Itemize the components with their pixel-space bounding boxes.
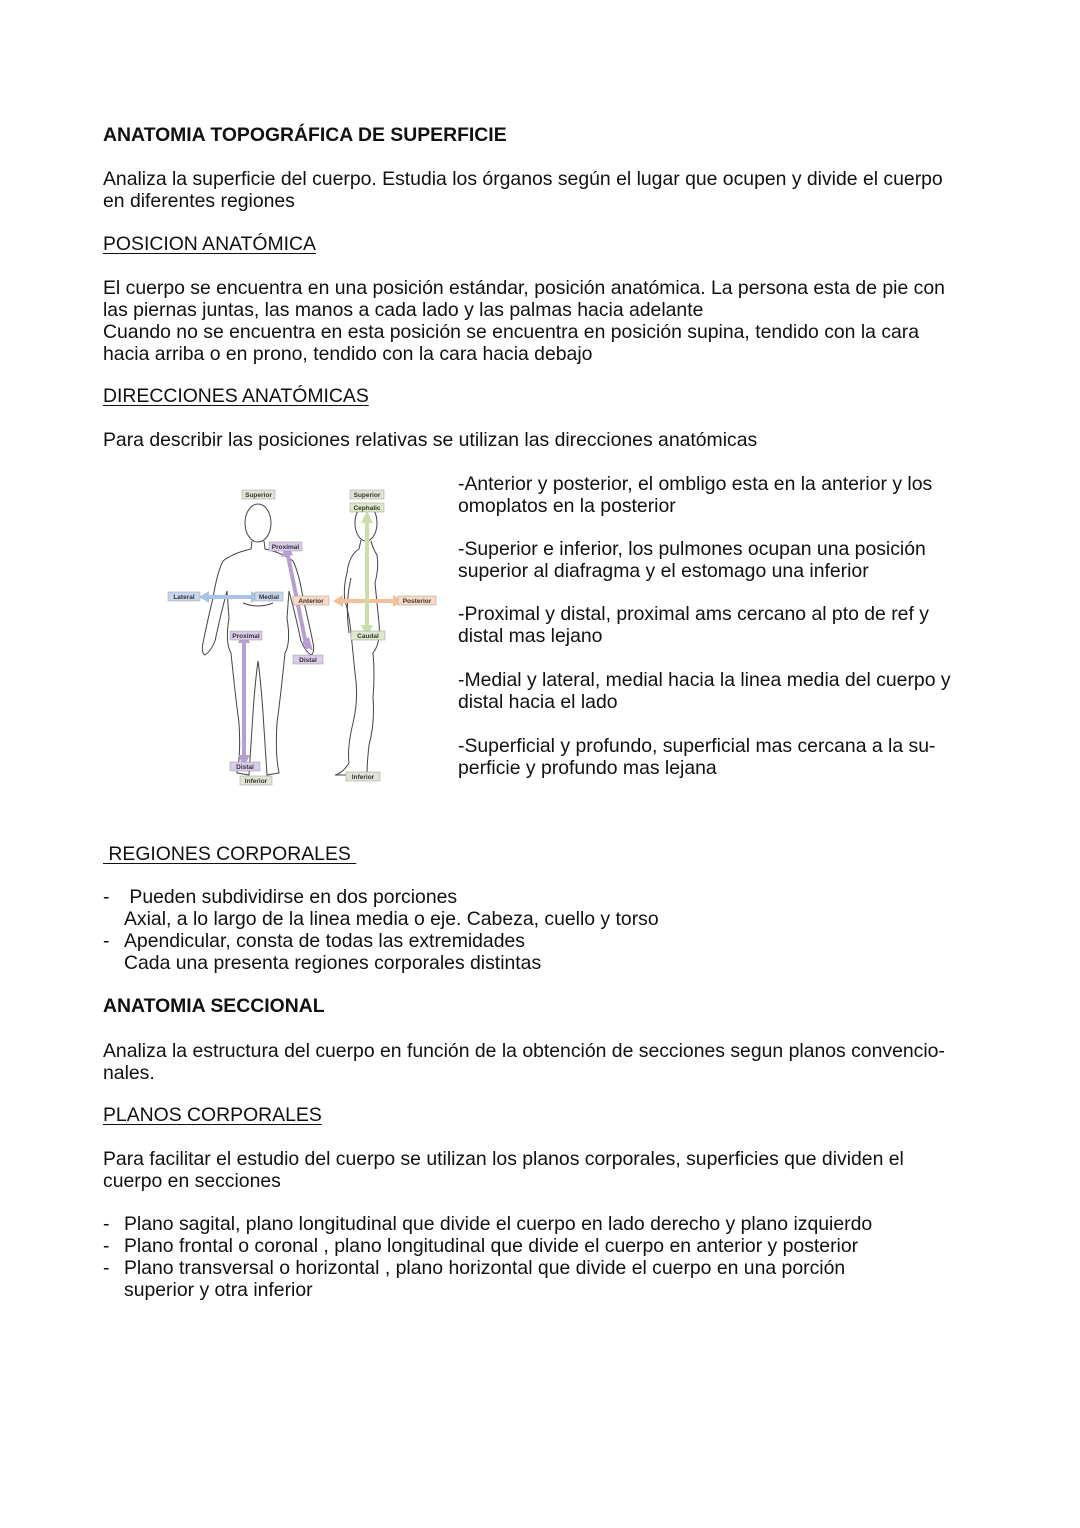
list-item: superior y otra inferior bbox=[124, 1279, 313, 1301]
anatomical-directions-figure bbox=[163, 483, 443, 793]
posicion-paragraph: El cuerpo se encuentra en una posición estándar, posición anatómica. La persona esta de pie con las piernas juntas, las manos a cada lado y las palmas hacia adelante Cuando no se encuentra en esta posición se encuentra en posición supina, tendido con la cara hacia arriba o en prono, tendido con la cara hacia debajo bbox=[103, 277, 945, 365]
label-caudal: Caudal bbox=[357, 633, 379, 640]
label-superior-side: Superior bbox=[353, 492, 381, 499]
figure-labels bbox=[168, 490, 436, 785]
seccional-paragraph: Analiza la estructura del cuerpo en función de la obtención de secciones segun planos convencio- nales. bbox=[103, 1040, 945, 1084]
green-arrows bbox=[361, 511, 373, 637]
label-proximal-leg: Proximal bbox=[232, 633, 260, 640]
direction-item-proximal-distal: -Proximal y distal, proximal ams cercano al pto de ref y distal mas lejano bbox=[458, 603, 929, 647]
label-inferior-front: Inferior bbox=[244, 778, 268, 785]
list-item: - Plano transversal o horizontal , plano horizontal que divide el cuerpo en una porción bbox=[103, 1257, 846, 1279]
label-superior-front: Superior bbox=[245, 492, 272, 499]
list-item: - Apendicular, consta de todas las extremidades bbox=[103, 930, 525, 952]
page-title: ANATOMIA TOPOGRÁFICA DE SUPERFICIE bbox=[103, 124, 507, 146]
section-title-anatomia-seccional: ANATOMIA SECCIONAL bbox=[103, 995, 325, 1017]
direcciones-intro: Para describir las posiciones relativas se utilizan las direcciones anatómicas bbox=[103, 429, 758, 451]
direction-item-superficial-profundo: -Superficial y profundo, superficial mas cercana a la su- perficie y profundo mas lejana bbox=[458, 735, 936, 779]
heading-direcciones-anatomicas: DIRECCIONES ANATÓMICAS bbox=[103, 385, 369, 407]
list-item: - Pueden subdividirse en dos porciones bbox=[103, 886, 458, 908]
label-posterior: Posterior bbox=[402, 598, 432, 605]
label-proximal-arm: Proximal bbox=[271, 544, 300, 551]
regiones-list bbox=[103, 886, 983, 974]
planos-list bbox=[103, 1213, 983, 1301]
label-inferior-side: Inferior bbox=[351, 774, 375, 781]
direction-item-superior-inferior: -Superior e inferior, los pulmones ocupan una posición superior al diafragma y el estomago una inferior bbox=[458, 538, 926, 582]
list-item: - Plano sagital, plano longitudinal que divide el cuerpo en lado derecho y plano izquierdo bbox=[103, 1213, 873, 1235]
direction-item-anterior-posterior: -Anterior y posterior, el ombligo esta en la anterior y los omoplatos en la posterior bbox=[458, 473, 933, 517]
direction-item-medial-lateral: -Medial y lateral, medial hacia la linea media del cuerpo y distal hacia el lado bbox=[458, 669, 951, 713]
label-distal-leg: Distal bbox=[236, 764, 254, 771]
label-distal-arm: Distal bbox=[299, 657, 317, 664]
list-item: - Plano frontal o coronal , plano longitudinal que divide el cuerpo en anterior y posterior bbox=[103, 1235, 859, 1257]
list-item: Cada una presenta regiones corporales distintas bbox=[124, 952, 542, 974]
label-anterior: Anterior bbox=[298, 598, 324, 605]
planos-intro: Para facilitar el estudio del cuerpo se utilizan los planos corporales, superficies que dividen el cuerpo en secciones bbox=[103, 1148, 904, 1192]
heading-regiones-corporales: REGIONES CORPORALES bbox=[103, 843, 357, 865]
label-cephalic: Cephalic bbox=[353, 505, 381, 512]
heading-planos-corporales: PLANOS CORPORALES bbox=[103, 1104, 322, 1126]
list-item: Axial, a lo largo de la linea media o eje. Cabeza, cuello y torso bbox=[124, 908, 659, 930]
blue-arrows bbox=[199, 591, 261, 603]
label-medial: Medial bbox=[258, 594, 280, 601]
intro-paragraph: Analiza la superficie del cuerpo. Estudia los órganos según el lugar que ocupen y divide el cuerpo en diferentes regiones bbox=[103, 168, 943, 212]
heading-posicion-anatomica: POSICION ANATÓMICA bbox=[103, 233, 316, 255]
label-lateral: Lateral bbox=[173, 594, 195, 601]
